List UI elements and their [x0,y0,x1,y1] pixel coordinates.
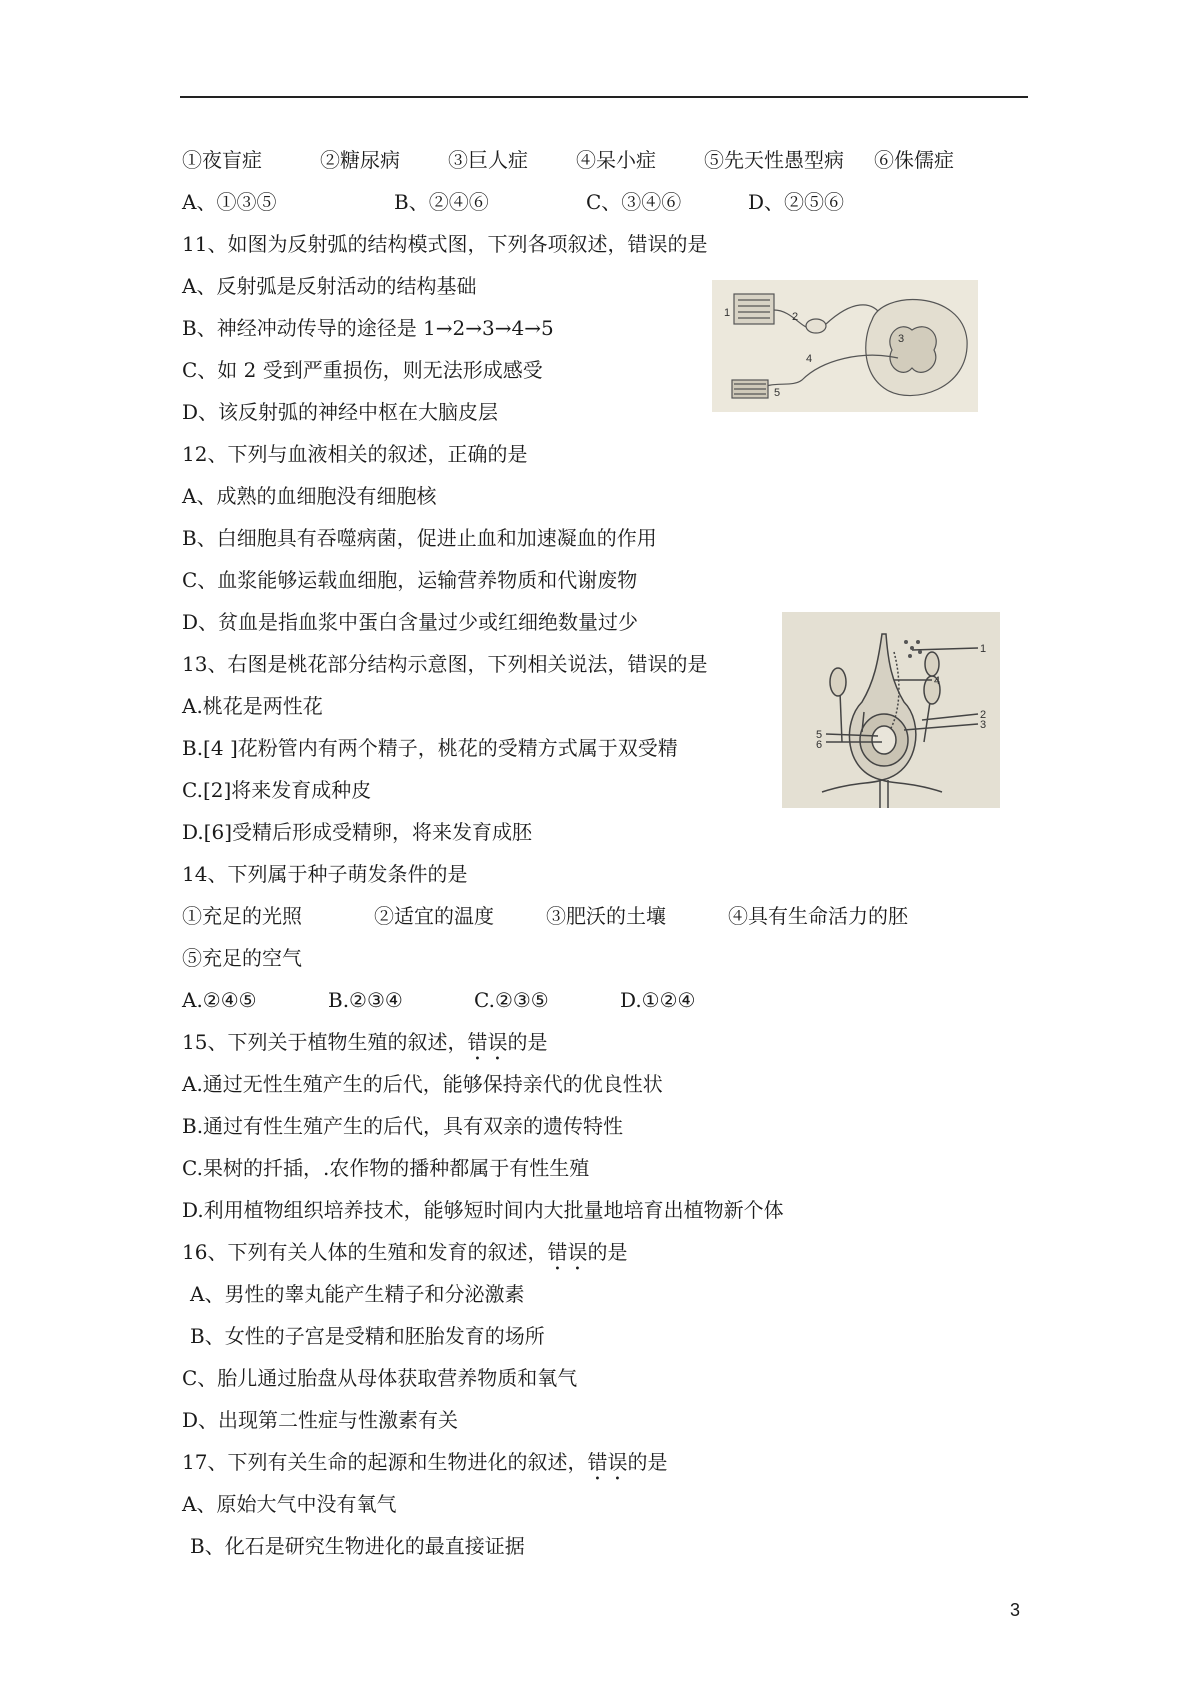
q14-option-a: A.②④⑤ [182,988,257,1012]
peach-flower-figure [782,612,1000,808]
q10-option-a: A、①③⑤ [182,190,277,214]
reflex-label-3: 3 [898,333,905,345]
flower-label-2: 2 [980,709,987,721]
q12-option-c: C、血浆能够运载血细胞，运输营养物质和代谢废物 [182,568,638,592]
reflex-label-2: 2 [792,311,799,323]
q14-item-2: ②适宜的温度 [374,904,494,928]
q15-stem: 15、下列关于植物生殖的叙述，错误的是 [182,1030,548,1054]
q16-option-d: D、出现第二性症与性激素有关 [182,1408,459,1432]
q17-stem: 17、下列有关生命的起源和生物进化的叙述，错误的是 [182,1450,668,1474]
q16-stem: 16、下列有关人体的生殖和发育的叙述，错误的是 [182,1240,628,1264]
q10-item-2: ②糖尿病 [320,148,400,172]
reflex-arc-figure [712,280,978,412]
q16-option-b: B、女性的子宫是受精和胚胎发育的场所 [190,1324,545,1348]
q11-option-d: D、该反射弧的神经中枢在大脑皮层 [182,400,499,424]
q10-option-b: B、②④⑥ [394,190,489,214]
q13-option-a: A.桃花是两性花 [182,694,323,718]
q10-item-5: ⑤先天性愚型病 [704,148,844,172]
q15-option-c: C.果树的扦插，.农作物的播种都属于有性生殖 [182,1156,590,1180]
q15-option-b: B.通过有性生殖产生的后代，具有双亲的遗传特性 [182,1114,624,1138]
q14-stem: 14、下列属于种子萌发条件的是 [182,862,468,886]
flower-label-6: 6 [816,739,823,751]
q14-item-3: ③肥沃的土壤 [546,904,666,928]
reflex-arc-diagram [712,280,978,412]
q10-item-6: ⑥侏儒症 [874,148,954,172]
q12-stem: 12、下列与血液相关的叙述，正确的是 [182,442,528,466]
flower-label-4: 4 [934,675,941,687]
q16-option-c: C、胎儿通过胎盘从母体获取营养物质和氧气 [182,1366,578,1390]
q13-option-b: B.[4 ]花粉管内有两个精子，桃花的受精方式属于双受精 [182,736,678,760]
q16-emphasis: 错误 [547,1240,588,1264]
reflex-label-4: 4 [806,353,813,365]
q13-option-c: C.[2]将来发育成种皮 [182,778,372,802]
q14-item-4: ④具有生命活力的胚 [728,904,908,928]
q14-item-5: ⑤充足的空气 [182,946,302,970]
q13-stem: 13、右图是桃花部分结构示意图，下列相关说法，错误的是 [182,652,708,676]
q11-option-b: B、神经冲动传导的途径是 1→2→3→4→5 [182,316,554,340]
q10-item-3: ③巨人症 [448,148,528,172]
peach-flower-diagram [782,612,1000,808]
q12-option-d: D、贫血是指血浆中蛋白含量过少或红细绝数量过少 [182,610,639,634]
q12-option-b: B、白细胞具有吞噬病菌，促进止血和加速凝血的作用 [182,526,657,550]
q17-option-b: B、化石是研究生物进化的最直接证据 [190,1534,525,1558]
q13-option-d: D.[6]受精后形成受精卵，将来发育成胚 [182,820,533,844]
reflex-label-5: 5 [774,387,781,399]
reflex-label-1: 1 [724,307,731,319]
flower-label-1: 1 [980,643,987,655]
q10-item-4: ④呆小症 [576,148,656,172]
q14-item-1: ①充足的光照 [182,904,302,928]
q10-option-c: C、③④⑥ [586,190,682,214]
q14-option-c: C.②③⑤ [474,988,549,1012]
q17-emphasis: 错误 [587,1450,628,1474]
flower-label-5: 5 [816,729,823,741]
q16-option-a: A、男性的睾丸能产生精子和分泌激素 [190,1282,525,1306]
q11-option-a: A、反射弧是反射活动的结构基础 [182,274,477,298]
q15-emphasis: 错误 [467,1030,508,1054]
q11-stem: 11、如图为反射弧的结构模式图，下列各项叙述，错误的是 [182,232,708,256]
q12-option-a: A、成熟的血细胞没有细胞核 [182,484,437,508]
q10-item-1: ①夜盲症 [182,148,262,172]
flower-label-3: 3 [980,719,987,731]
q15-option-d: D.利用植物组织培养技术，能够短时间内大批量地培育出植物新个体 [182,1198,784,1222]
q15-option-a: A.通过无性生殖产生的后代，能够保持亲代的优良性状 [182,1072,663,1096]
q17-option-a: A、原始大气中没有氧气 [182,1492,397,1516]
q11-option-c: C、如 2 受到严重损伤，则无法形成感受 [182,358,543,382]
q10-option-d: D、②⑤⑥ [748,190,845,214]
q14-option-b: B.②③④ [328,988,403,1012]
header-rule [180,96,1028,98]
page-number: 3 [1010,1600,1021,1620]
q14-option-d: D.①②④ [620,988,696,1012]
